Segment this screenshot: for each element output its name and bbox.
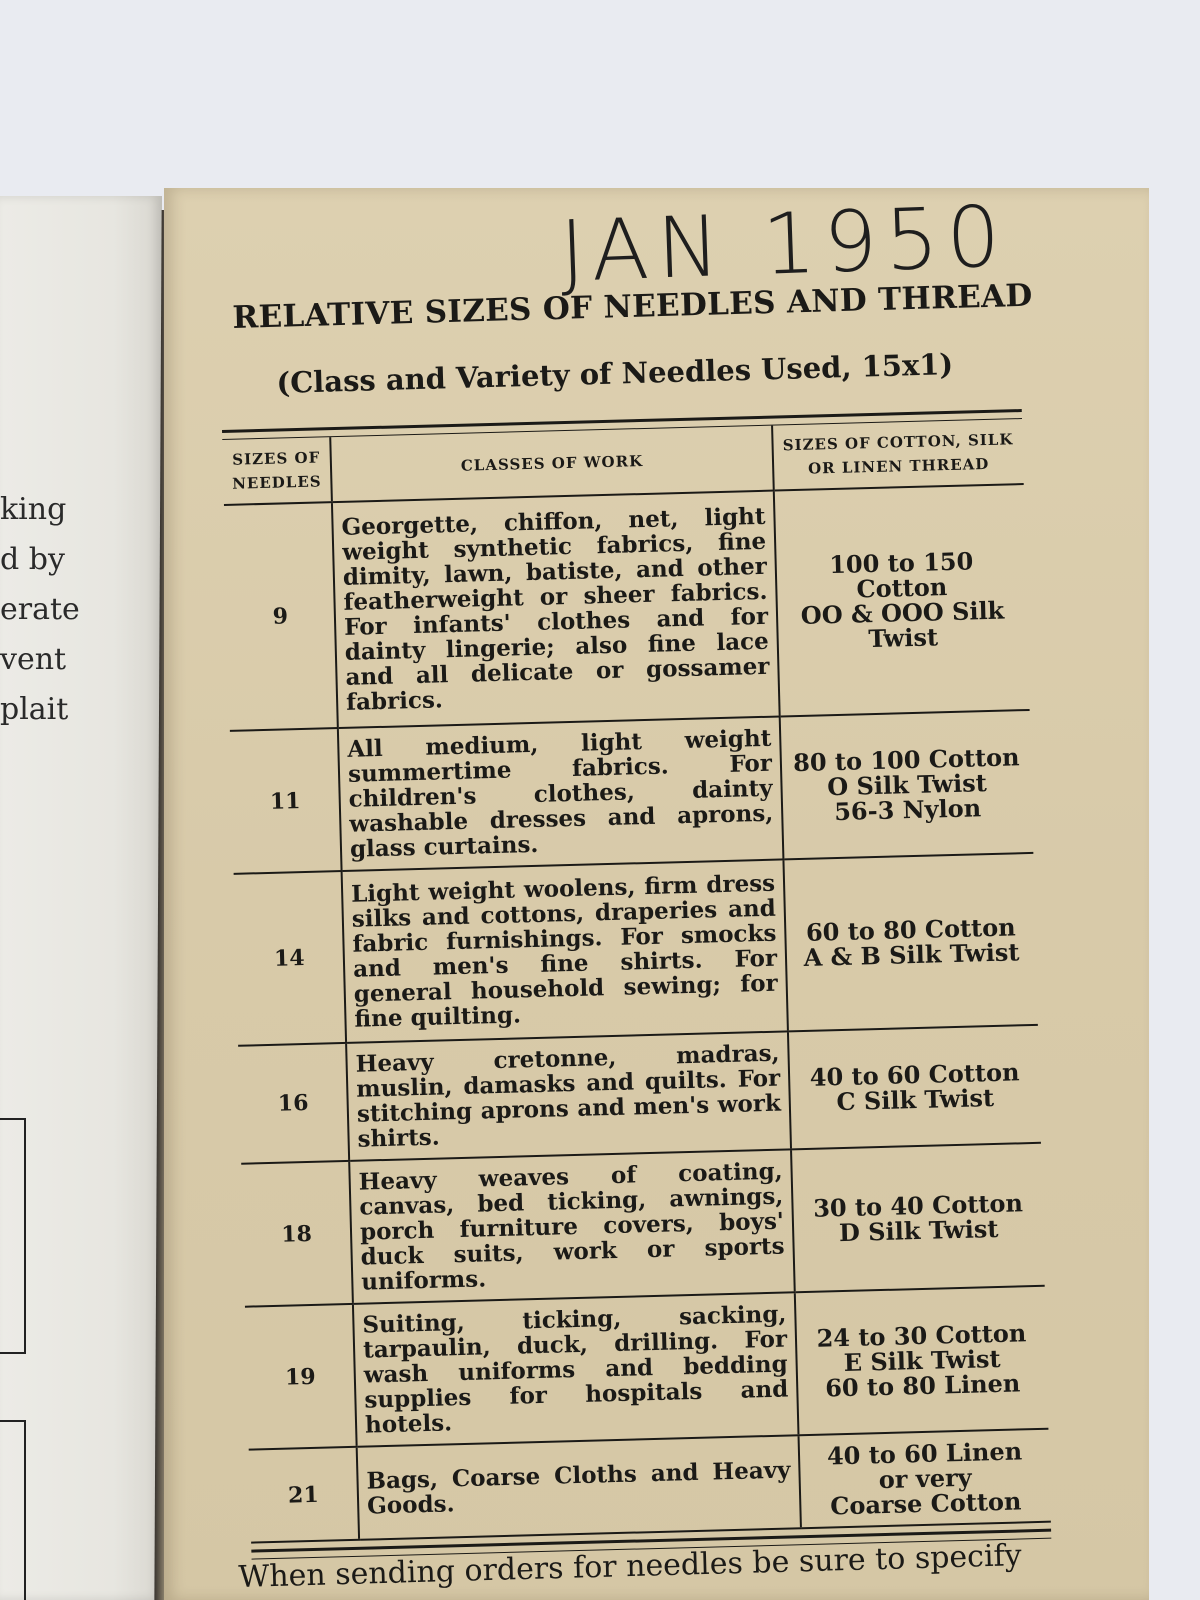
thread-size-cell (799, 1429, 1051, 1529)
thread-size-cell (780, 710, 1034, 859)
needle-size-cell: 11 (230, 728, 342, 874)
table-row (224, 484, 1030, 731)
thread-size-line: Twist (867, 622, 939, 654)
header-sizes-of-needles: SIZES OF NEEDLES (222, 437, 332, 505)
thread-size-line: 40 to 60 Linen (826, 1436, 1023, 1471)
thread-size-line: A & B Silk Twist (803, 937, 1020, 972)
classes-of-work-cell: Bags, Coarse Cloths and Heavy Goods. (357, 1435, 801, 1540)
classes-of-work-cell: Suiting, ticking, sacking, tarpaulin, duck, drilling. For wash uniforms and bedding supplies for hospitals and hotels. (353, 1292, 799, 1447)
footer-text: When sending orders for needles be sure to specify (238, 1538, 1023, 1595)
needle-size-table (222, 419, 1051, 1544)
left-page-fragment: king (0, 492, 67, 527)
thread-size-line: D Silk Twist (838, 1213, 999, 1247)
thread-size-line: C Silk Twist (836, 1083, 995, 1117)
thread-size-line: 60 to 80 Cotton (805, 912, 1017, 947)
needle-size-cell: 21 (249, 1447, 359, 1543)
thread-size-line: OO & OOO Silk (800, 595, 1005, 630)
needle-size-cell: 18 (241, 1161, 353, 1307)
classes-of-work-cell: Heavy cretonne, madras, muslin, damasks and quilts. For stitching aprons and men's work shirts. (346, 1031, 791, 1161)
classes-of-work-cell: Georgette, chiffon, net, light weight synthetic fabrics, fine dimity, lawn, batiste, and other featherweight or sheer fabrics. For infants' clothes and for dainty lingerie; also fine lace and all delicate or gossamer fabrics. (332, 491, 780, 728)
thread-size-cell (774, 484, 1030, 716)
thread-size-line: 40 to 60 Cotton (809, 1057, 1020, 1092)
thread-size-line: O Silk Twist (826, 768, 988, 802)
classes-of-work-cell: All medium, light weight summertime fabrics. For children's clothes, dainty washable dresses and aprons, glass curtains. (338, 716, 784, 871)
table-row (238, 1025, 1041, 1164)
table-row (234, 853, 1038, 1046)
left-page-fragment: plait (0, 692, 69, 727)
classes-of-work-cell: Heavy weaves of coating, canvas, bed ticking, awnings, porch furniture covers, boys' duck suits, work or sports uniforms. (349, 1149, 795, 1304)
thread-size-line: 56-3 Nylon (833, 793, 982, 827)
thread-size-line: Coarse Cotton (829, 1486, 1022, 1521)
left-page-box (0, 1118, 26, 1354)
thread-size-cell (791, 1143, 1045, 1292)
thread-size-cell (783, 853, 1037, 1031)
page-title: RELATIVE SIZES OF NEEDLES AND THREAD (232, 277, 1034, 336)
handwritten-date: JAN 1950 (558, 187, 1010, 301)
table-row (241, 1143, 1044, 1307)
thread-size-line: 30 to 40 Cotton (812, 1187, 1024, 1223)
table-row (245, 1286, 1048, 1450)
left-page-box (0, 1420, 26, 1600)
left-page-fragment: erate (0, 592, 80, 627)
needle-table-wrapper (222, 409, 1051, 1560)
needle-size-cell: 19 (245, 1304, 357, 1450)
thread-size-line: E Silk Twist (843, 1343, 1001, 1378)
thread-size-cell (788, 1025, 1041, 1150)
table-row (249, 1429, 1051, 1543)
thread-size-cell (795, 1286, 1049, 1435)
thread-size-line: 80 to 100 Cotton (792, 742, 1020, 778)
needle-size-cell: 14 (234, 871, 346, 1046)
left-page-fragment: vent (0, 642, 67, 677)
page-subtitle: (Class and Variety of Needles Used, 15x1) (276, 347, 954, 400)
needle-size-cell: 16 (238, 1043, 349, 1164)
left-page-fragment: d by (0, 542, 65, 577)
thread-size-line: 24 to 30 Cotton (816, 1318, 1027, 1353)
needle-size-cell: 9 (224, 502, 338, 731)
left-page (0, 196, 162, 1600)
header-thread-sizes: SIZES OF COTTON, SILK OR LINEN THREAD (772, 419, 1024, 491)
thread-size-line: 100 to 150 Cotton (828, 546, 974, 604)
classes-of-work-cell: Light weight woolens, firm dress silks and cottons, draperies and fabric furnishings. For smocks and men's fine shirts. For general household sewing; for fine quilting. (342, 859, 788, 1043)
header-classes-of-work: CLASSES OF WORK (330, 426, 774, 503)
thread-size-line: 60 to 80 Linen (824, 1368, 1021, 1403)
thread-size-line: or very (878, 1462, 972, 1495)
table-row (230, 710, 1033, 874)
